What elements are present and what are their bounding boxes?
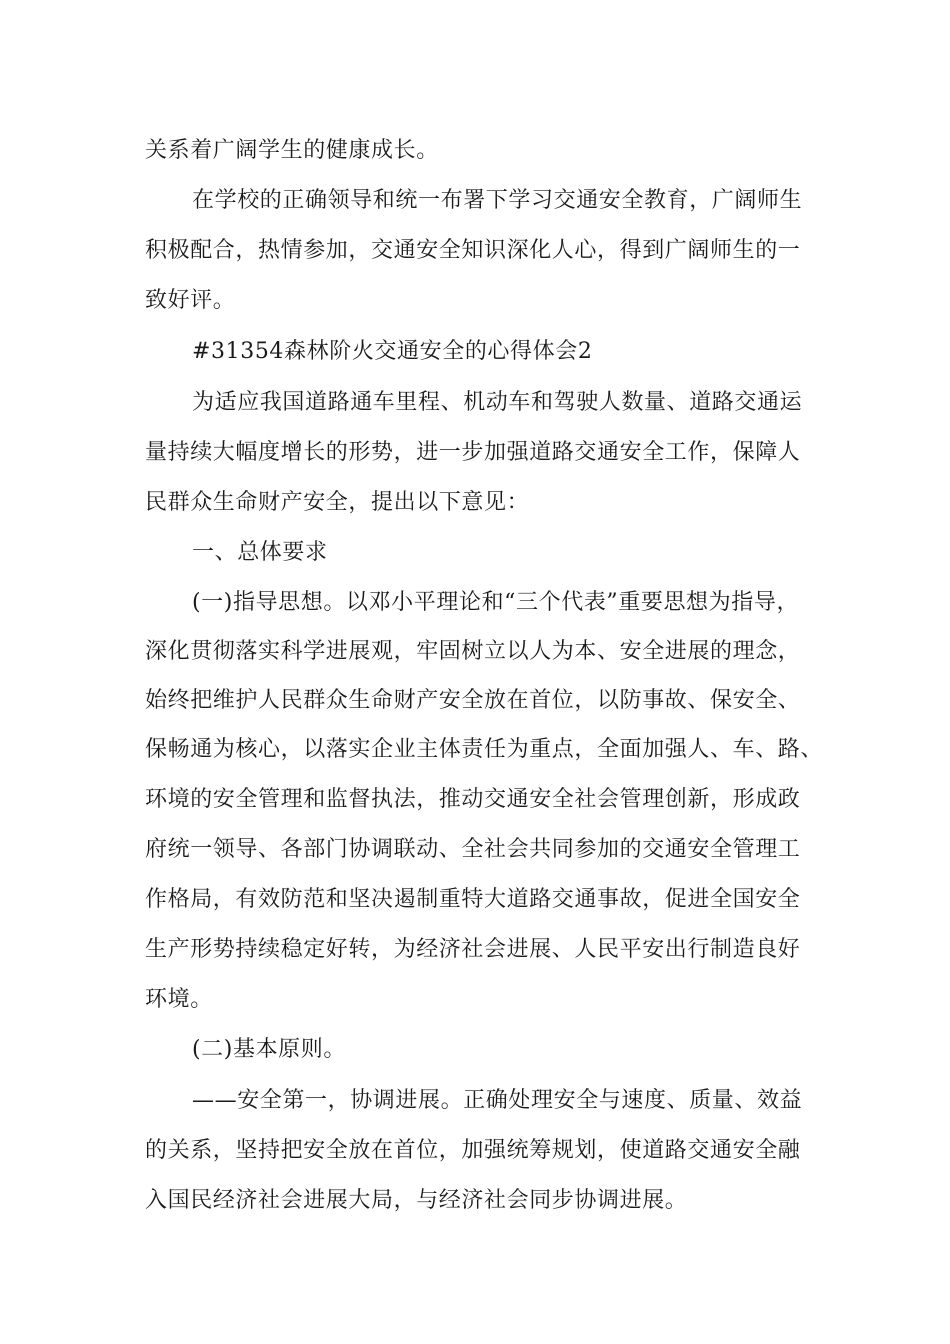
text-line: 致好评。 xyxy=(145,288,236,313)
text-line: 关系着广阔学生的健康成长。 xyxy=(145,138,439,163)
subheading: (二)基本原则。 xyxy=(192,1037,346,1062)
subheading: 一、总体要求 xyxy=(192,540,328,565)
text-line: 作格局，有效防范和坚决遏制重特大道路交通事故，促进全国安全 xyxy=(145,887,801,912)
text-line: 积极配合，热情参加，交通安全知识深化人心，得到广阔师生的一 xyxy=(145,238,801,263)
text-line: 民群众生命财产安全，提出以下意见： xyxy=(145,490,530,515)
text-line: 深化贯彻落实科学进展观，牢固树立以人为本、安全进展的理念， xyxy=(145,639,801,664)
paragraph-start-line: ——安全第一，协调进展。正确处理安全与速度、质量、效益 xyxy=(192,1088,803,1113)
text-line: 量持续大幅度增长的形势，进一步加强道路交通安全工作，保障人 xyxy=(145,440,801,465)
text-line: 生产形势持续稳定好转，为经济社会进展、人民平安出行制造良好 xyxy=(145,937,801,962)
paragraph-start-line: (一)指导思想。以邓小平理论和“三个代表”重要思想为指导， xyxy=(192,590,800,615)
text-line: 的关系，坚持把安全放在首位，加强统筹规划，使道路交通安全融 xyxy=(145,1138,801,1163)
paragraph-start-line: 在学校的正确领导和统一布署下学习交通安全教育，广阔师生 xyxy=(192,188,803,213)
text-line: 环境。 xyxy=(145,987,213,1012)
text-line: 入国民经济社会进展大局，与经济社会同步协调进展。 xyxy=(145,1188,688,1213)
text-line: 环境的安全管理和监督执法，推动交通安全社会管理创新，形成政 xyxy=(145,787,801,812)
section-heading: #31354森林阶火交通安全的心得体会2 xyxy=(192,339,593,364)
text-line: 始终把维护人民群众生命财产安全放在首位，以防事故、保安全、 xyxy=(145,688,801,713)
text-line: 保畅通为核心，以落实企业主体责任为重点，全面加强人、车、路、 xyxy=(145,737,824,762)
paragraph-start-line: 为适应我国道路通车里程、机动车和驾驶人数量、道路交通运 xyxy=(192,390,803,415)
text-line: 府统一领导、各部门协调联动、全社会共同参加的交通安全管理工 xyxy=(145,837,801,862)
